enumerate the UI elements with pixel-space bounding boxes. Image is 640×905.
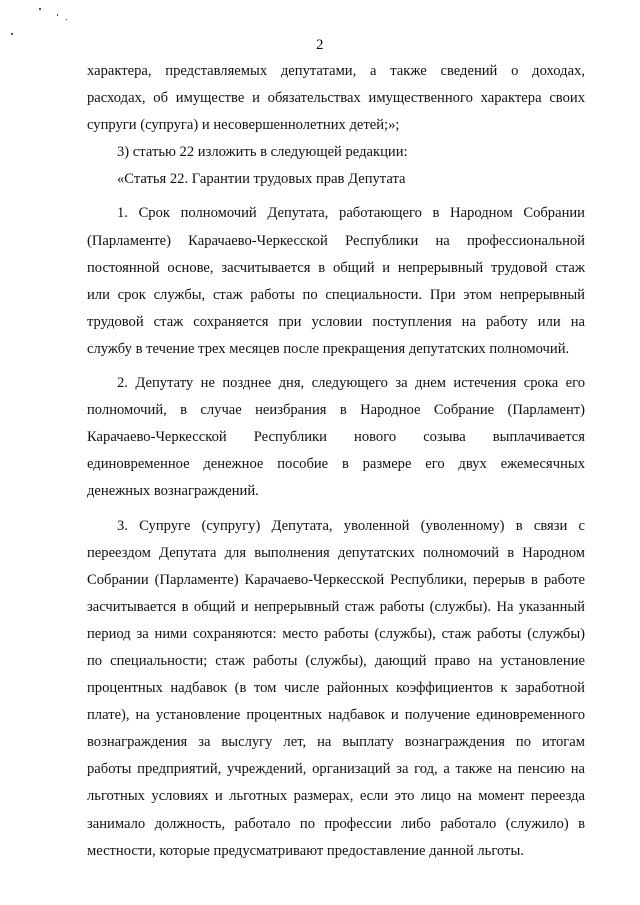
text-line: 2. Депутату не позднее дня, следующего за днем истечения срока его	[117, 375, 585, 392]
text-line: период за ними сохраняются: место работы (службы), стаж работы (службы)	[87, 625, 585, 642]
text-line: характера, представляемых депутатами, а также сведений о доходах,	[87, 63, 585, 79]
text-line: Собрании (Парламенте) Карачаево-Черкесской Республики, перерыв в работе	[87, 571, 585, 588]
text-line: 3) статью 22 изложить в следующей редакции:	[117, 144, 408, 161]
text-line: расходах, об имуществе и обязательствах имущественного характера своих	[87, 90, 585, 107]
text-line: местности, которые предусматривают предоставление данной льготы.	[87, 842, 524, 859]
text-line: или срок службы, стаж работы по специальности. При этом непрерывный	[87, 286, 585, 303]
text-line: плате), на установление процентных надбавок и получение единовременного	[87, 707, 585, 724]
scan-speck	[66, 19, 67, 20]
text-line: 3. Супруге (супругу) Депутата, уволенной (уволенному) в связи с	[117, 517, 585, 534]
page-number: 2	[316, 37, 324, 53]
text-line: вознаграждения за выслугу лет, на выплату вознаграждения по итогам	[87, 734, 585, 751]
text-line: работы предприятий, учреждений, организаций за год, а также на пенсию на	[87, 761, 585, 778]
text-line: 1. Срок полномочий Депутата, работающего в Народном Собрании	[117, 205, 585, 222]
text-line: льготных условиях и льготных размерах, если это лицо на момент переезда	[87, 788, 585, 805]
scan-speck	[39, 8, 41, 10]
text-line: единовременное денежное пособие в размере его двух ежемесячных	[87, 456, 585, 473]
text-line: занимало должность, работало по профессии либо работало (служило) в	[87, 815, 585, 832]
text-line: процентных надбавок (в том числе районных коэффициентов к заработной	[87, 680, 585, 697]
text-line: постоянной основе, засчитывается в общий и непрерывный трудовой стаж	[87, 259, 585, 276]
text-line: по специальности; стаж работы (службы), дающий право на установление	[87, 652, 585, 669]
text-line: (Парламенте) Карачаево-Черкесской Республики на профессиональной	[87, 232, 585, 249]
text-line: Карачаево-Черкесской Республики нового созыва выплачивается	[87, 429, 585, 446]
document-body	[87, 58, 585, 865]
scan-speck	[11, 33, 13, 35]
scan-speck	[57, 14, 58, 16]
text-line: «Статья 22. Гарантии трудовых прав Депутата	[117, 171, 406, 188]
text-line: трудовой стаж сохраняется при условии поступления на работу или на	[87, 313, 585, 330]
text-line: полномочий, в случае неизбрания в Народное Собрание (Парламент)	[87, 402, 585, 419]
text-line: засчитывается в общий и непрерывный стаж работы (службы). На указанный	[87, 598, 585, 615]
text-line: денежных вознаграждений.	[87, 483, 259, 500]
text-line: службу в течение трех месяцев после прекращения депутатских полномочий.	[87, 340, 570, 357]
text-line: переездом Депутата для выполнения депутатских полномочий в Народном	[87, 544, 585, 561]
text-line: супруги (супруга) и несовершеннолетних детей;»;	[87, 117, 400, 134]
